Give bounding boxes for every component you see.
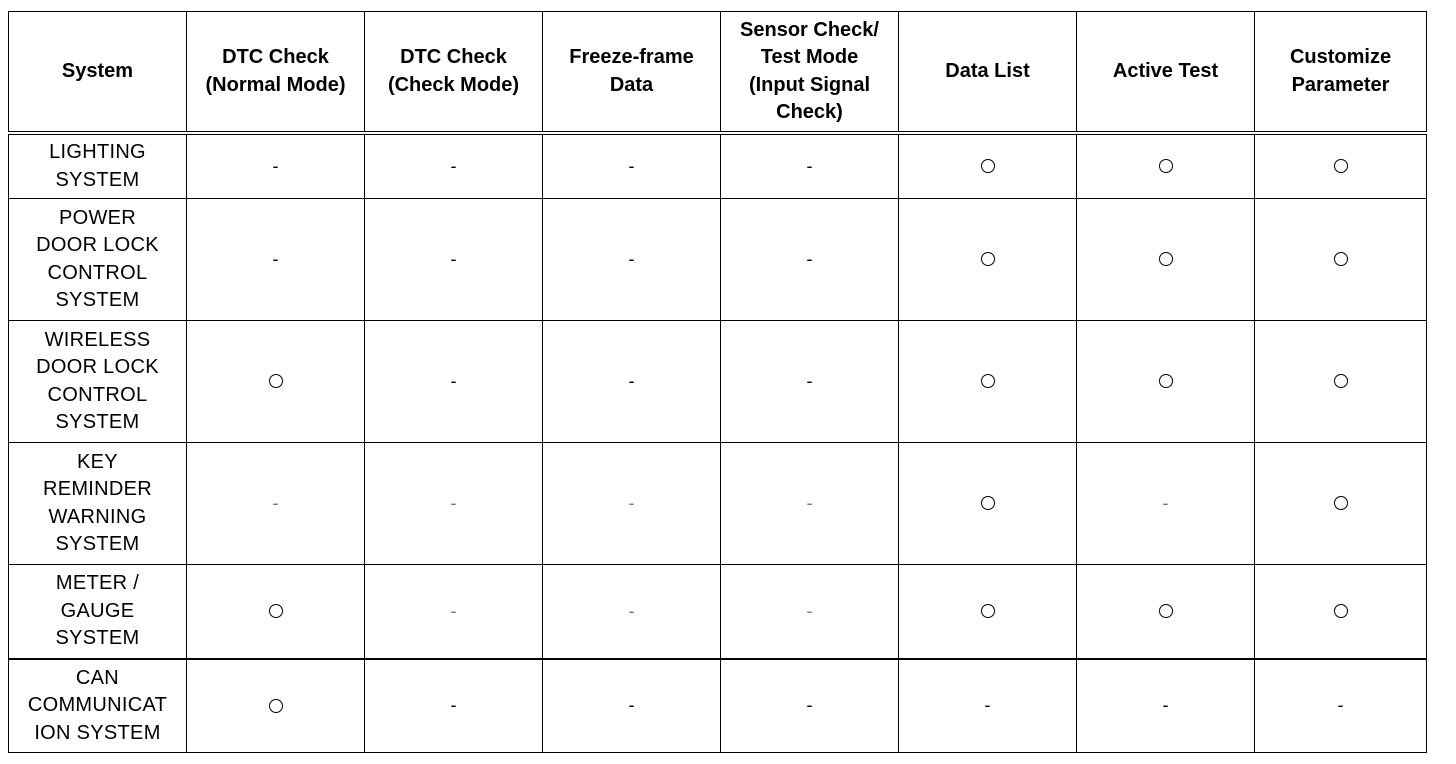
supported-circle-icon	[981, 159, 995, 173]
header-active-test	[1077, 12, 1255, 134]
supported-circle-icon	[269, 699, 283, 713]
cell-dtc-check	[365, 321, 543, 443]
not-supported-dash: -	[628, 370, 635, 391]
cell-customize	[1255, 133, 1427, 199]
header-customize	[1255, 12, 1427, 134]
system-name-cell	[9, 659, 187, 753]
not-supported-dash: -	[628, 155, 635, 176]
system-name: LIGHTING SYSTEM	[49, 141, 146, 191]
system-name: KEY REMINDER WARNING SYSTEM	[42, 450, 153, 555]
header-label: Customize Parameter	[1289, 46, 1392, 96]
header-label: DTC Check (Normal Mode)	[205, 46, 346, 96]
cell-dtc-normal	[187, 133, 365, 199]
supported-circle-icon	[1334, 159, 1348, 173]
system-name: METER / GAUGE SYSTEM	[55, 572, 140, 650]
header-dtc-normal	[187, 12, 365, 134]
not-supported-dash: -	[272, 492, 279, 513]
cell-dtc-check	[365, 565, 543, 660]
not-supported-dash: -	[1337, 695, 1344, 716]
cell-dtc-normal	[187, 565, 365, 660]
not-supported-dash: -	[450, 370, 457, 391]
cell-active-test	[1077, 199, 1255, 321]
system-name-cell	[9, 199, 187, 321]
supported-circle-icon	[1334, 604, 1348, 618]
not-supported-dash: -	[628, 695, 635, 716]
not-supported-dash: -	[450, 155, 457, 176]
cell-customize	[1255, 321, 1427, 443]
cell-sensor-check	[721, 133, 899, 199]
cell-customize	[1255, 565, 1427, 660]
cell-data-list	[899, 659, 1077, 753]
cell-customize	[1255, 443, 1427, 565]
table-row	[9, 321, 1427, 443]
not-supported-dash: -	[450, 695, 457, 716]
cell-dtc-normal	[187, 199, 365, 321]
cell-active-test	[1077, 133, 1255, 199]
cell-sensor-check	[721, 659, 899, 753]
header-freeze-frame	[543, 12, 721, 134]
cell-active-test	[1077, 443, 1255, 565]
supported-circle-icon	[1159, 159, 1173, 173]
cell-data-list	[899, 443, 1077, 565]
cell-dtc-normal	[187, 659, 365, 753]
cell-freeze-frame	[543, 443, 721, 565]
not-supported-dash: -	[272, 248, 279, 269]
header-dtc-check	[365, 12, 543, 134]
not-supported-dash: -	[806, 155, 813, 176]
not-supported-dash: -	[628, 248, 635, 269]
system-name-cell	[9, 565, 187, 660]
supported-circle-icon	[981, 374, 995, 388]
system-name: WIRELESS DOOR LOCK CONTROL SYSTEM	[36, 328, 159, 433]
table-row	[9, 199, 1427, 321]
cell-data-list	[899, 199, 1077, 321]
supported-circle-icon	[1159, 374, 1173, 388]
cell-customize	[1255, 199, 1427, 321]
cell-dtc-normal	[187, 321, 365, 443]
not-supported-dash: -	[450, 600, 457, 621]
header-label: Freeze-frame Data	[569, 46, 694, 96]
header-label: Active Test	[1112, 59, 1219, 82]
cell-dtc-check	[365, 133, 543, 199]
cell-sensor-check	[721, 321, 899, 443]
not-supported-dash: -	[450, 248, 457, 269]
table-row	[9, 443, 1427, 565]
supported-circle-icon	[981, 604, 995, 618]
header-sensor-check	[721, 12, 899, 134]
system-name-cell	[9, 321, 187, 443]
cell-dtc-check	[365, 659, 543, 753]
system-name: CAN COMMUNICAT ION SYSTEM	[27, 666, 168, 744]
not-supported-dash: -	[806, 695, 813, 716]
cell-dtc-check	[365, 443, 543, 565]
diagnostic-function-table	[8, 11, 1427, 753]
cell-dtc-check	[365, 199, 543, 321]
supported-circle-icon	[1334, 496, 1348, 510]
cell-freeze-frame	[543, 565, 721, 660]
cell-sensor-check	[721, 443, 899, 565]
table-row	[9, 659, 1427, 753]
supported-circle-icon	[269, 604, 283, 618]
not-supported-dash: -	[806, 370, 813, 391]
supported-circle-icon	[1159, 604, 1173, 618]
supported-circle-icon	[981, 496, 995, 510]
not-supported-dash: -	[628, 600, 635, 621]
not-supported-dash: -	[806, 492, 813, 513]
cell-freeze-frame	[543, 659, 721, 753]
header-label: DTC Check (Check Mode)	[387, 46, 520, 96]
cell-freeze-frame	[543, 199, 721, 321]
system-name-cell	[9, 443, 187, 565]
cell-data-list	[899, 133, 1077, 199]
cell-freeze-frame	[543, 133, 721, 199]
cell-dtc-normal	[187, 443, 365, 565]
not-supported-dash: -	[272, 155, 279, 176]
supported-circle-icon	[1334, 374, 1348, 388]
not-supported-dash: -	[984, 695, 991, 716]
supported-circle-icon	[269, 374, 283, 388]
not-supported-dash: -	[1162, 492, 1169, 513]
cell-active-test	[1077, 659, 1255, 753]
cell-data-list	[899, 321, 1077, 443]
cell-sensor-check	[721, 199, 899, 321]
supported-circle-icon	[1159, 252, 1173, 266]
cell-active-test	[1077, 565, 1255, 660]
header-row	[9, 12, 1427, 134]
header-system	[9, 12, 187, 134]
cell-active-test	[1077, 321, 1255, 443]
supported-circle-icon	[981, 252, 995, 266]
supported-circle-icon	[1334, 252, 1348, 266]
not-supported-dash: -	[806, 248, 813, 269]
cell-sensor-check	[721, 565, 899, 660]
not-supported-dash: -	[450, 492, 457, 513]
header-label: Sensor Check/ Test Mode (Input Signal Check)	[740, 18, 879, 123]
system-name: POWER DOOR LOCK CONTROL SYSTEM	[36, 206, 159, 311]
header-label: Data List	[945, 59, 1030, 82]
header-label: System	[61, 59, 134, 82]
table-row	[9, 133, 1427, 199]
not-supported-dash: -	[1162, 695, 1169, 716]
system-name-cell	[9, 133, 187, 199]
header-data-list	[899, 12, 1077, 134]
cell-customize	[1255, 659, 1427, 753]
not-supported-dash: -	[806, 600, 813, 621]
cell-freeze-frame	[543, 321, 721, 443]
table-row	[9, 565, 1427, 660]
cell-data-list	[899, 565, 1077, 660]
not-supported-dash: -	[628, 492, 635, 513]
